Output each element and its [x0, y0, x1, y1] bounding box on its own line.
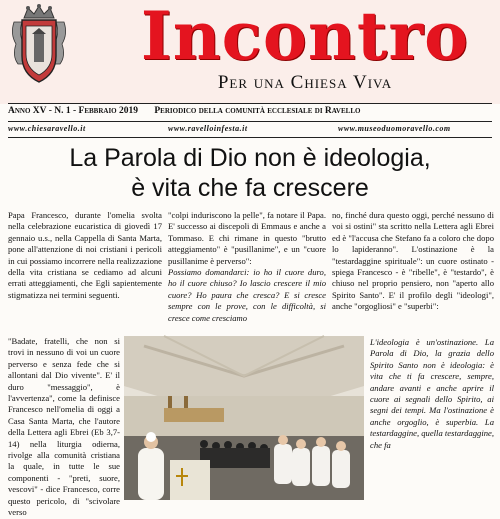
article-column-1	[8, 210, 162, 301]
divider	[8, 103, 492, 104]
headline-line: La Parola di Dio non è ideologia,	[69, 144, 431, 172]
issue-info	[8, 106, 492, 116]
paragraph: no, finché dura questo oggi, perché nessuno di voi si ostini" sta scritto nella Lettera agli Ebrei ed è "l'accusa che Stefano fa a coloro che dopo lo lapideranno". L'ostinazione è la "testardaggine spirituale": un cuore ostinato - spiega Francesco - è "ribelle", è "testardo", è chiuso nel proprio pensiero, non "aperto allo Spirito Santo". E' il profilo degli "ideologi", anche "orgogliosi" e "superbi":	[332, 210, 494, 312]
article-column-3	[332, 210, 494, 334]
periodical-description: Periodico della comunità ecclesiale di Ravello	[154, 106, 361, 116]
divider	[8, 121, 492, 122]
paragraph: Papa Francesco, durante l'omelia svolta nella celebrazione eucaristica di giovedì 17 gennaio u.s., nella Cappella di Santa Marta, pone all'attenzione di noi cristiani i pericoli in cui possiamo incorrere nella realizzazione della vita cristiana se cediamo ad alcuni errati atteggiamenti, che Egli sapientemente stigmatizza nei termini seguenti.	[8, 210, 162, 300]
headline-line: è vita che fa crescere	[131, 174, 369, 202]
masthead	[0, 0, 500, 104]
issue-number: Anno XV - N. 1 - Febbraio 2019	[8, 106, 138, 116]
papal-mass-photo	[124, 336, 364, 500]
coat-of-arms-icon	[10, 4, 68, 86]
website-link[interactable]: www.ravelloinfesta.it	[168, 124, 248, 133]
article-column-2	[168, 210, 326, 334]
article-column-3-continued: L'ideologia è un'ostinazione. La Parola di Dio, la grazia dello Spirito Santo non è ideologia: è vita che ti fa crescere, sempre, andare avanti e anche aprire il cuore ai segnali dello Spirito, ai segni dei tempi. Ma l'ostinazione è anche orgoglio, è superbia. La testardaggine, quella testardaggine, che fa	[370, 337, 494, 450]
divider	[8, 137, 492, 138]
article-headline	[8, 143, 492, 203]
website-link[interactable]: www.museoduomoravello.com	[338, 124, 451, 133]
website-link[interactable]: www.chiesaravello.it	[8, 124, 86, 133]
article-column-1-continued	[8, 336, 120, 518]
paragraph-italic: Possiamo domandarci: io ho il cuore duro, ho il cuore chiuso? Io lascio crescere il mio cuore? Ho paura che cresca? E si cresce sempre con le prove, con le difficoltà, si cresce come cresciamo	[168, 267, 326, 323]
paragraph: "colpi induriscono la pelle", fa notare il Papa. E' successo ai discepoli di Emmaus e anche a Tommaso. E chi rimane in questo "brutto atteggiamento" è "pusillanime", e un "cuore pusillanime è perverso":	[168, 210, 326, 266]
paragraph: "Badate, fratelli, che non si trovi in nessuno di voi un cuore perverso e senza fede che si allontani dal Dio vivente". E' il duro "messaggio", è l'avvertenza", come la definisce Francesco nell'omelia di oggi a Casa Santa Marta, che l'autore della Lettera agli Ebrei (Eb 3,7-14) nella liturgia odierna, rivolge alla comunità cristiana la quale, in tutte le sue componenti - "preti, suore, vescovi" - dice Francesco, corre questo pericolo, di "scivolare verso	[8, 336, 120, 518]
newspaper-title: Incontro	[140, 0, 470, 75]
newspaper-subtitle: Per una Chiesa Viva	[217, 72, 393, 93]
